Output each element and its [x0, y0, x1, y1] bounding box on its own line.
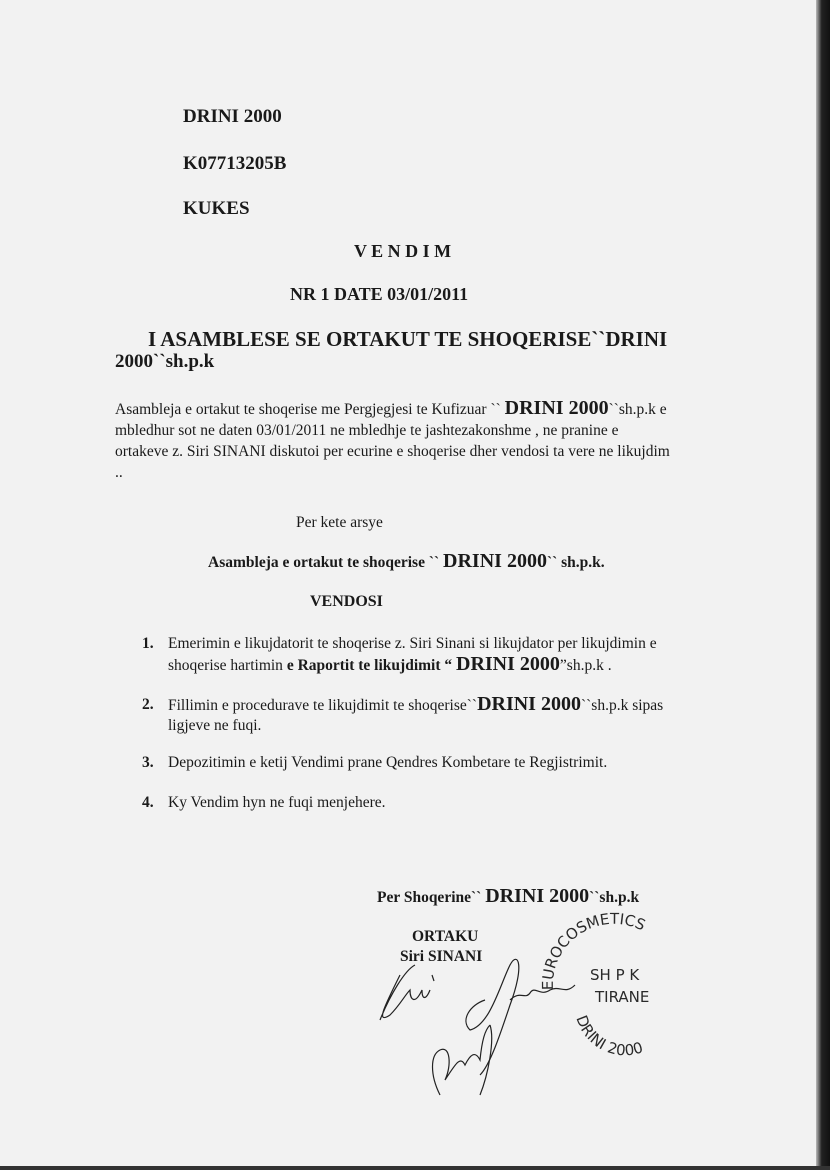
- signatory-name: Siri SINANI: [400, 948, 483, 965]
- item-text: Ky Vendim hyn ne fuqi menjehere.: [168, 794, 386, 811]
- scan-edge-bottom: [0, 1166, 830, 1170]
- decides-heading: VENDOSI: [310, 593, 383, 610]
- intro-paragraph: [115, 398, 670, 483]
- item-text: ”sh.p.k .: [559, 657, 612, 674]
- intro-company: DRINI 2000: [504, 397, 609, 419]
- assembly-line: [208, 550, 605, 573]
- item-text-bold: e Raportit te likujdimit: [286, 657, 441, 674]
- company-name: DRINI 2000: [183, 106, 282, 127]
- item-number: 3.: [142, 754, 154, 771]
- item-text: Fillimin e procedurave te likujdimit te shoqerise``: [168, 697, 478, 714]
- item-number: 2.: [142, 696, 154, 713]
- stamp-city-text: TIRANE: [595, 988, 650, 1006]
- reason-text: Per kete arsye: [296, 514, 383, 531]
- company-city: KUKES: [183, 198, 250, 219]
- document-number-date: NR 1 DATE 03/01/2011: [290, 284, 469, 304]
- stamp-mid-text: SH P K: [590, 966, 640, 984]
- handwritten-signature: [360, 945, 600, 1105]
- subtitle-line1: I ASAMBLESE SE ORTAKUT TE SHOQERISE``DRINI: [148, 327, 668, 351]
- item-company: DRINI 2000: [456, 653, 560, 675]
- item-number: 1.: [142, 635, 154, 652]
- signatory-role: ORTAKU: [412, 928, 479, 945]
- assembly-text: Asambleja e ortakut te shoqerise ``: [208, 554, 444, 571]
- stamp-bottom-text: DRINI 2000: [572, 1012, 646, 1060]
- intro-text: mbledhur sot ne daten 03/01/2011 ne mbledhje te jashtezakonshme , ne pranine e: [115, 422, 619, 439]
- item-text: Emerimin e likujdatorit te shoqerise z. Siri Sinani si likujdator per likujdimin e: [168, 635, 657, 652]
- assembly-text: `` sh.p.k.: [546, 554, 605, 571]
- stamp-top-text: EUROCOSMETICS: [538, 910, 649, 991]
- subtitle-line2: 2000``sh.p.k: [115, 351, 215, 372]
- company-code: K07713205B: [183, 153, 287, 174]
- item-number: 4.: [142, 794, 154, 811]
- intro-text: Asambleja e ortakut te shoqerise me Pergjegjesi te Kufizuar ``: [115, 401, 505, 418]
- signature-company-line: [377, 885, 639, 908]
- item-text: ligjeve ne fuqi.: [168, 717, 262, 734]
- item-text: “: [440, 657, 457, 674]
- item-text: ``sh.p.k sipas: [580, 697, 664, 714]
- decision-item-2: [142, 693, 664, 734]
- intro-text: ``sh.p.k e: [608, 401, 667, 418]
- intro-text: ..: [115, 464, 123, 481]
- item-text: shoqerise hartimin: [168, 657, 287, 674]
- signature-company: DRINI 2000: [485, 885, 590, 907]
- signature-text: Per Shoqerine``: [377, 889, 486, 906]
- decision-item-3: [142, 752, 608, 773]
- signature-text: ``sh.p.k: [589, 889, 640, 906]
- decision-item-1: [142, 633, 657, 675]
- decision-item-4: [142, 792, 386, 813]
- intro-text: ortakeve z. Siri SINANI diskutoi per ecurine e shoqerise dher vendosi ta vere ne likujdim: [115, 443, 670, 460]
- scan-edge: [816, 0, 830, 1170]
- item-text: Depozitimin e ketij Vendimi prane Qendres Kombetare te Regjistrimit.: [168, 754, 608, 771]
- assembly-company: DRINI 2000: [443, 550, 547, 572]
- document-title: V E N D I M: [354, 241, 452, 261]
- item-company: DRINI 2000: [477, 693, 581, 715]
